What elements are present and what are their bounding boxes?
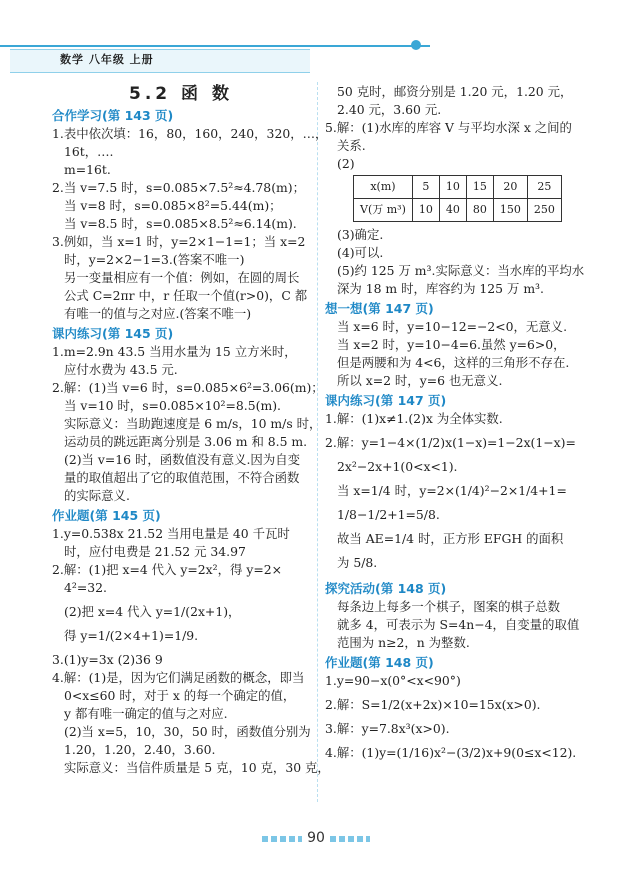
- answer-line: 1.表中依次填：16，80，160，240，320，…，: [52, 126, 328, 141]
- answer-line: (4)可以.: [337, 245, 384, 260]
- answer-line: 2.解：S=1/2(x+2x)×10=15x(x>0).: [325, 697, 541, 712]
- answer-line: 1/8−1/2+1=5/8.: [337, 507, 440, 522]
- answer-line: 故当 AE=1/4 时，正方形 EFGH 的面积: [337, 531, 564, 546]
- table-row-header: V(万 m³): [354, 199, 413, 222]
- answer-line: 当 x=1/4 时，y=2×(1/4)²−2×1/4+1=: [337, 483, 567, 498]
- volume-table: [353, 175, 562, 222]
- footer-dots-right: [330, 836, 370, 842]
- table-row-header: x(m): [354, 176, 413, 199]
- right-body-bottom: [325, 226, 585, 762]
- answer-line: 2.解：(1)当 v=6 时，s=0.085×6²=3.06(m)；: [52, 380, 324, 395]
- answer-line: 3.解：y=7.8x³(x>0).: [325, 721, 450, 736]
- answer-line: 1.m=2.9n 43.5 当用水量为 15 立方米时，: [52, 344, 297, 359]
- answer-line: y 都有唯一确定的值与之对应.: [64, 706, 228, 721]
- answer-line: 得 y=1/(2×4+1)=1/9.: [64, 628, 199, 643]
- answer-line: (5)约 125 万 m³.实际意义：当水库的平均水: [337, 263, 585, 278]
- answer-line: 范围为 n≥2，n 为整数.: [337, 635, 470, 650]
- answer-line: (2): [337, 156, 355, 171]
- answer-line: 3.(1)y=3x (2)36 9: [52, 652, 163, 667]
- answer-line: 实际意义：当信件质量是 5 克，10 克，30 克，: [64, 760, 330, 775]
- answer-line: 应付水费为 43.5 元.: [64, 362, 178, 377]
- answer-line: 2.40 元，3.60 元.: [337, 102, 442, 117]
- answer-line: 1.y=0.538x 21.52 当用电量是 40 千瓦时: [52, 526, 290, 541]
- section-heading: 探究活动(第 148 页): [325, 581, 447, 596]
- table-cell: 40: [439, 199, 466, 222]
- table-cell: 25: [527, 176, 561, 199]
- page-header: [0, 0, 624, 80]
- section-heading: 课内练习(第 145 页): [52, 326, 174, 341]
- header-rule: [0, 45, 430, 47]
- answer-line: 有唯一的值与之对应.(答案不唯一): [64, 306, 252, 321]
- section-heading: 合作学习(第 143 页): [52, 108, 174, 123]
- answer-line: 每条边上每多一个棋子，图案的棋子总数: [337, 599, 561, 614]
- answer-line: 2.解：(1)把 x=4 代入 y=2x²，得 y=2×: [52, 562, 282, 577]
- table-cell: 150: [493, 199, 527, 222]
- table-cell: 250: [527, 199, 561, 222]
- answer-line: (2)当 x=5，10，30，50 时，函数值分别为: [64, 724, 311, 739]
- table-cell: 5: [412, 176, 439, 199]
- answer-line: 3.例如，当 x=1 时，y=2×1−1=1；当 x=2: [52, 234, 306, 249]
- table-cell: 10: [412, 199, 439, 222]
- left-column: [52, 83, 330, 777]
- answer-line: 1.解：(1)x≠1.(2)x 为全体实数.: [325, 411, 503, 426]
- answer-line: 另一变量相应有一个值：例如，在圆的周长: [64, 270, 300, 285]
- column-divider: [317, 82, 318, 802]
- answer-line: 时，y=2×2−1=3.(答案不唯一): [64, 252, 245, 267]
- answer-line: 所以 x=2 时，y=6 也无意义.: [337, 373, 503, 388]
- answer-line: 4.解：(1)是，因为它们满足函数的概念，即当: [52, 670, 305, 685]
- header-dot: [411, 40, 421, 50]
- answer-line: 就多 4，可表示为 S=4n−4，自变量的取值: [337, 617, 580, 632]
- answer-line: 深为 18 m 时，库容约为 125 万 m³.: [337, 281, 544, 296]
- answer-line: 量的取值超出了它的取值范围，不符合函数: [64, 470, 300, 485]
- answer-line: 16t，….: [64, 144, 114, 159]
- header-tab: [10, 49, 310, 73]
- answer-line: 2.解：y=1−4×(1/2)x(1−x)=1−2x(1−x)=: [325, 435, 576, 450]
- left-body: [52, 107, 330, 777]
- section-heading: 课内练习(第 147 页): [325, 393, 447, 408]
- answer-line: 1.y=90−x(0°<x<90°): [325, 673, 461, 688]
- table-row: [354, 199, 562, 222]
- answer-line: 为 5/8.: [337, 555, 378, 570]
- answer-line: 实际意义：当助跑速度是 6 m/s，10 m/s 时，: [64, 416, 322, 431]
- answer-line: 2x²−2x+1(0<x<1).: [337, 459, 458, 474]
- answer-line: 4²=32.: [64, 580, 107, 595]
- page-footer: [0, 830, 624, 850]
- table-cell: 15: [466, 176, 493, 199]
- spacer: [325, 572, 585, 578]
- header-text: 数学 八年级 上册: [60, 53, 154, 66]
- answer-line: 5.解：(1)水库的库容 V 与平均水深 x 之间的: [325, 120, 572, 135]
- answer-line: 2.当 v=7.5 时，s=0.085×7.5²≈4.78(m)；: [52, 180, 306, 195]
- table-cell: 10: [439, 176, 466, 199]
- answer-line: 公式 C=2πr 中，r 任取一个值(r>0)，C 都: [64, 288, 308, 303]
- page-number: 90: [307, 830, 325, 846]
- answer-line: 的实际意义.: [64, 488, 130, 503]
- answer-line: 1.20，1.20，2.40，3.60.: [64, 742, 216, 757]
- answer-line: 时，应付电费是 21.52 元 34.97: [64, 544, 246, 559]
- section-title: 5.2 函 数: [129, 84, 233, 104]
- answer-line: m=16t.: [64, 162, 111, 177]
- answer-line: 当 v=8.5 时，s=0.085×8.5²≈6.14(m).: [64, 216, 297, 231]
- right-column: [325, 83, 585, 762]
- answer-line: (2)当 v=16 时，函数值没有意义.因为自变: [64, 452, 300, 467]
- table-cell: 80: [466, 199, 493, 222]
- right-body-top: [325, 83, 585, 173]
- answer-line: 50 克时，邮资分别是 1.20 元，1.20 元，: [337, 84, 573, 99]
- section-heading: 想一想(第 147 页): [325, 301, 434, 316]
- answer-line: 当 x=6 时，y=10−12=−2<0，无意义.: [337, 319, 568, 334]
- answer-line: 当 x=2 时，y=10−4=6.虽然 y=6>0，: [337, 337, 566, 352]
- section-heading: 作业题(第 145 页): [52, 508, 161, 523]
- answer-line: 4.解：(1)y=(1/16)x²−(3/2)x+9(0≤x<12).: [325, 745, 577, 760]
- answer-line: 关系.: [337, 138, 366, 153]
- answer-line: 当 v=10 时，s=0.085×10²=8.5(m).: [64, 398, 281, 413]
- answer-line: (3)确定.: [337, 227, 384, 242]
- answer-line: 但是两腰和为 4<6，这样的三角形不存在.: [337, 355, 570, 370]
- answer-line: 当 v=8 时，s=0.085×8²=5.44(m)；: [64, 198, 282, 213]
- footer-dots-left: [262, 836, 302, 842]
- answer-line: (2)把 x=4 代入 y=1/(2x+1)，: [64, 604, 241, 619]
- table-row: [354, 176, 562, 199]
- section-heading: 作业题(第 148 页): [325, 655, 434, 670]
- answer-line: 运动员的跳远距离分别是 3.06 m 和 8.5 m.: [64, 434, 308, 449]
- answer-line: 0<x≤60 时，对于 x 的每一个确定的值，: [64, 688, 296, 703]
- table-cell: 20: [493, 176, 527, 199]
